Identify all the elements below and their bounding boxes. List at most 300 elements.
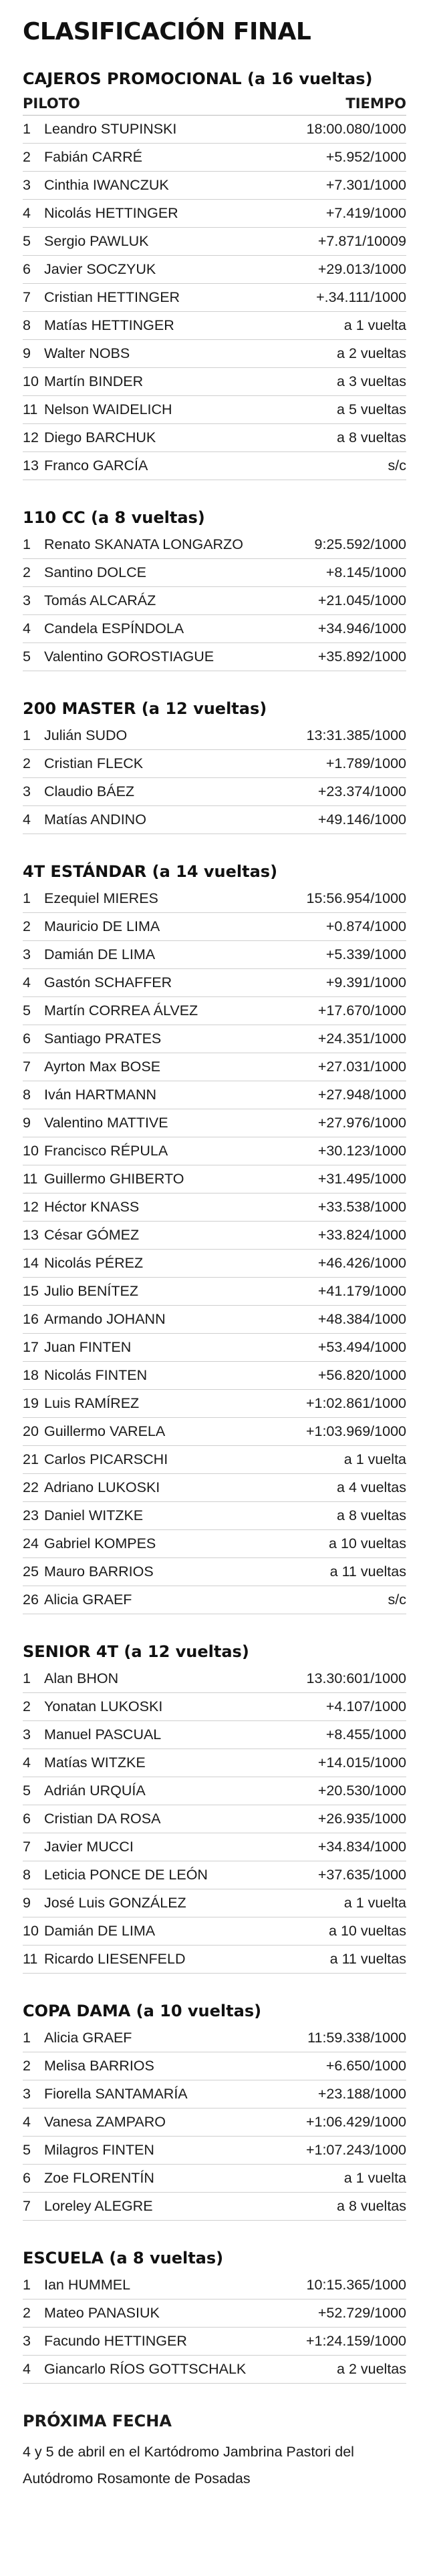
position-number: 3	[23, 2333, 31, 2349]
race-time: +9.391/1000	[325, 974, 406, 990]
race-time: +5.339/1000	[325, 946, 406, 962]
pilot-name: Ricardo LIESENFELD	[44, 1951, 186, 1967]
race-time: a 8 vueltas	[337, 1507, 406, 1523]
table-row	[23, 340, 406, 368]
table-row	[23, 2271, 406, 2299]
pilot-name: Leticia PONCE DE LEÓN	[44, 1867, 208, 1883]
table-row	[23, 1250, 406, 1278]
position-number: 9	[23, 1895, 31, 1911]
table-row	[23, 615, 406, 643]
table-row	[23, 1917, 406, 1946]
race-time: +27.976/1000	[317, 1115, 406, 1131]
position-number: 3	[23, 177, 31, 193]
table-row	[23, 643, 406, 671]
position-number: 10	[23, 1923, 39, 1939]
race-time: 13.30:601/1000	[306, 1670, 406, 1686]
race-time: +34.946/1000	[317, 620, 406, 636]
pilot-name: Armando JOHANN	[44, 1311, 166, 1327]
race-time: +0.874/1000	[325, 918, 406, 934]
position-number: 8	[23, 317, 31, 333]
pilot-name: Juan FINTEN	[44, 1339, 132, 1355]
race-time: +8.145/1000	[325, 564, 406, 580]
table-row	[23, 1530, 406, 1558]
race-time: a 8 vueltas	[337, 429, 406, 445]
pilot-name: Iván HARTMANN	[44, 1087, 157, 1103]
race-time: a 10 vueltas	[329, 1923, 406, 1939]
position-number: 1	[23, 121, 31, 137]
results-section	[23, 1640, 406, 1974]
position-number: 26	[23, 1592, 39, 1608]
race-time: +34.834/1000	[317, 1839, 406, 1855]
table-row	[23, 1081, 406, 1109]
position-number: 14	[23, 1255, 39, 1271]
pilot-name: Tomás ALCARÁZ	[44, 592, 156, 608]
pilot-name: Guillermo GHIBERTO	[44, 1171, 184, 1187]
position-number: 1	[23, 727, 31, 743]
table-row	[23, 2356, 406, 2384]
pilot-name: Julio BENÍTEZ	[44, 1283, 138, 1299]
table-row	[23, 1165, 406, 1193]
table-row	[23, 587, 406, 615]
table-row	[23, 1558, 406, 1586]
position-number: 17	[23, 1339, 39, 1355]
position-number: 7	[23, 1839, 31, 1855]
position-number: 6	[23, 1031, 31, 1047]
results-sections	[23, 67, 406, 2384]
next-date-text: 4 y 5 de abril en el Kartódromo Jambrina Pastori del Autódromo Rosamonte de Posadas	[23, 2444, 354, 2487]
position-number: 11	[23, 401, 38, 417]
position-number: 4	[23, 974, 31, 990]
race-time: +29.013/1000	[317, 261, 406, 277]
race-time: +31.495/1000	[317, 1171, 406, 1187]
table-row	[23, 256, 406, 284]
position-number: 5	[23, 1783, 31, 1799]
race-time: +52.729/1000	[317, 2305, 406, 2321]
pilot-name: Cristian HETTINGER	[44, 289, 180, 305]
pilot-name: Santiago PRATES	[44, 1031, 162, 1047]
position-number: 23	[23, 1507, 39, 1523]
table-row	[23, 1025, 406, 1053]
position-number: 1	[23, 536, 31, 552]
pilot-name: Javier MUCCI	[44, 1839, 134, 1855]
position-number: 2	[23, 149, 31, 165]
race-time: s/c	[388, 1592, 406, 1608]
table-row	[23, 559, 406, 587]
pilot-name: Alicia GRAEF	[44, 1592, 132, 1608]
position-number: 2	[23, 918, 31, 934]
table-row	[23, 172, 406, 200]
table-row	[23, 2299, 406, 2328]
race-time: +1:02.861/1000	[305, 1395, 406, 1411]
race-time: +20.530/1000	[317, 1783, 406, 1799]
position-number: 5	[23, 2142, 31, 2158]
table-row	[23, 1474, 406, 1502]
race-time: +48.384/1000	[317, 1311, 406, 1327]
race-time: a 2 vueltas	[337, 345, 406, 361]
pilot-name: Sergio PAWLUK	[44, 233, 149, 249]
table-row	[23, 2328, 406, 2356]
position-number: 11	[23, 1951, 38, 1967]
position-number: 9	[23, 345, 31, 361]
table-row	[23, 424, 406, 452]
pilot-name: Mateo PANASIUK	[44, 2305, 160, 2321]
race-time: +23.188/1000	[317, 2086, 406, 2102]
race-time: +1:07.243/1000	[305, 2142, 406, 2158]
race-time: +17.670/1000	[317, 1002, 406, 1019]
pilot-name: Héctor KNASS	[44, 1199, 140, 1215]
section-title: 4T ESTÁNDAR (a 14 vueltas)	[23, 862, 278, 881]
position-number: 2	[23, 755, 31, 771]
race-time: 13:31.385/1000	[306, 727, 406, 743]
race-time: a 4 vueltas	[337, 1479, 406, 1495]
race-time: +46.426/1000	[317, 1255, 406, 1271]
table-row	[23, 2052, 406, 2080]
race-time: a 1 vuelta	[343, 2170, 406, 2186]
race-time: +7.419/1000	[325, 205, 406, 221]
pilot-name: Vanesa ZAMPARO	[44, 2114, 166, 2130]
position-number: 8	[23, 1867, 31, 1883]
position-number: 13	[23, 1227, 39, 1243]
table-row	[23, 1362, 406, 1390]
pilot-name: Adrián URQUÍA	[44, 1783, 146, 1799]
race-time: +24.351/1000	[317, 1031, 406, 1047]
pilot-name: Julián SUDO	[44, 727, 128, 743]
table-row	[23, 1278, 406, 1306]
race-time: +27.031/1000	[317, 1059, 406, 1075]
pilot-name: Giancarlo RÍOS GOTTSCHALK	[44, 2361, 247, 2377]
table-row	[23, 396, 406, 424]
page-title: CLASIFICACIÓN FINAL	[23, 18, 311, 45]
results-section	[23, 1999, 406, 2221]
table-row	[23, 969, 406, 997]
section-title: 200 MASTER (a 12 vueltas)	[23, 699, 267, 718]
position-number: 2	[23, 2058, 31, 2074]
position-number: 3	[23, 783, 31, 799]
race-time: +35.892/1000	[317, 649, 406, 665]
race-time: 15:56.954/1000	[306, 890, 406, 906]
position-number: 21	[23, 1451, 39, 1467]
pilot-name: Diego BARCHUK	[44, 429, 156, 445]
race-time: a 2 vueltas	[337, 2361, 406, 2377]
race-time: s/c	[388, 457, 406, 474]
position-number: 3	[23, 2086, 31, 2102]
position-number: 4	[23, 1755, 31, 1771]
race-time: +37.635/1000	[317, 1867, 406, 1883]
position-number: 2	[23, 1698, 31, 1714]
position-number: 4	[23, 205, 31, 221]
position-number: 1	[23, 1670, 31, 1686]
pilot-name: Fabián CARRÉ	[44, 149, 142, 165]
pilot-column-label: PILOTO	[23, 96, 80, 112]
results-section	[23, 2246, 406, 2384]
race-time: +33.824/1000	[317, 1227, 406, 1243]
table-row	[23, 1306, 406, 1334]
results-section	[23, 860, 406, 1614]
position-number: 6	[23, 1811, 31, 1827]
position-number: 4	[23, 2361, 31, 2377]
table-row	[23, 2137, 406, 2165]
table-row	[23, 1721, 406, 1749]
pilot-name: Franco GARCÍA	[44, 457, 148, 474]
pilot-name: Manuel PASCUAL	[44, 1726, 162, 1742]
pilot-name: Alicia GRAEF	[44, 2030, 132, 2046]
table-row	[23, 144, 406, 172]
position-number: 12	[23, 429, 39, 445]
pilot-name: Alan BHON	[44, 1670, 119, 1686]
pilot-name: Matías WITZKE	[44, 1755, 146, 1771]
section-title: ESCUELA (a 8 vueltas)	[23, 2249, 224, 2267]
pilot-name: Valentino MATTIVE	[44, 1115, 168, 1131]
table-row	[23, 1053, 406, 1081]
table-row	[23, 312, 406, 340]
pilot-name: Cinthia IWANCZUK	[44, 177, 169, 193]
pilot-name: Mauro BARRIOS	[44, 1563, 154, 1580]
position-number: 11	[23, 1171, 38, 1187]
table-row	[23, 750, 406, 778]
pilot-name: Damián DE LIMA	[44, 1923, 156, 1939]
race-time: +23.374/1000	[317, 783, 406, 799]
race-time: a 1 vuelta	[343, 1451, 406, 1467]
position-number: 9	[23, 1115, 31, 1131]
position-number: 1	[23, 890, 31, 906]
pilot-name: Fiorella SANTAMARÍA	[44, 2086, 188, 2102]
race-time: a 8 vueltas	[337, 2198, 406, 2214]
pilot-name: Adriano LUKOSKI	[44, 1479, 160, 1495]
position-number: 13	[23, 457, 39, 474]
table-row	[23, 200, 406, 228]
table-row	[23, 284, 406, 312]
race-time: +30.123/1000	[317, 1143, 406, 1159]
position-number: 22	[23, 1479, 39, 1495]
pilot-name: Ian HUMMEL	[44, 2277, 131, 2293]
position-number: 3	[23, 592, 31, 608]
race-time: +41.179/1000	[317, 1283, 406, 1299]
position-number: 12	[23, 1199, 39, 1215]
race-time: +7.871/10009	[317, 233, 406, 249]
next-date-title: PRÓXIMA FECHA	[23, 2412, 172, 2430]
position-number: 10	[23, 373, 39, 389]
column-header	[23, 92, 406, 116]
race-time: a 1 vuelta	[343, 1895, 406, 1911]
position-number: 5	[23, 1002, 31, 1019]
position-number: 25	[23, 1563, 39, 1580]
table-row	[23, 1137, 406, 1165]
race-time: a 3 vueltas	[337, 373, 406, 389]
race-time: a 1 vuelta	[343, 317, 406, 333]
table-row	[23, 1833, 406, 1861]
race-time: +1.789/1000	[325, 755, 406, 771]
results-section	[23, 67, 406, 480]
pilot-name: Damián DE LIMA	[44, 946, 156, 962]
position-number: 3	[23, 946, 31, 962]
race-time: +5.952/1000	[325, 149, 406, 165]
table-row	[23, 2024, 406, 2052]
race-time: a 11 vueltas	[329, 1563, 406, 1580]
race-time: +53.494/1000	[317, 1339, 406, 1355]
pilot-name: Walter NOBS	[44, 345, 130, 361]
table-row	[23, 1502, 406, 1530]
table-row	[23, 1334, 406, 1362]
position-number: 8	[23, 1087, 31, 1103]
race-time: +56.820/1000	[317, 1367, 406, 1383]
table-row	[23, 1861, 406, 1889]
position-number: 6	[23, 261, 31, 277]
pilot-name: Matías HETTINGER	[44, 317, 174, 333]
race-time: 9:25.592/1000	[314, 536, 406, 552]
race-time: +.34.111/1000	[316, 289, 406, 305]
pilot-name: Ezequiel MIERES	[44, 890, 158, 906]
pilot-name: Carlos PICARSCHI	[44, 1451, 168, 1467]
race-time: +1:06.429/1000	[305, 2114, 406, 2130]
pilot-name: Cristian DA ROSA	[44, 1811, 161, 1827]
next-date-block	[23, 2409, 406, 2492]
race-time: a 5 vueltas	[337, 401, 406, 417]
race-time: +27.948/1000	[317, 1087, 406, 1103]
table-row	[23, 1446, 406, 1474]
pilot-name: Ayrton Max BOSE	[44, 1059, 161, 1075]
pilot-name: Loreley ALEGRE	[44, 2198, 153, 2214]
table-row	[23, 1390, 406, 1418]
results-section	[23, 697, 406, 834]
position-number: 16	[23, 1311, 39, 1327]
section-title: 110 CC (a 8 vueltas)	[23, 508, 205, 527]
position-number: 20	[23, 1423, 39, 1439]
pilot-name: Renato SKANATA LONGARZO	[44, 536, 243, 552]
pilot-name: José Luis GONZÁLEZ	[44, 1895, 186, 1911]
results-section	[23, 506, 406, 671]
position-number: 24	[23, 1535, 39, 1551]
race-time: +26.935/1000	[317, 1811, 406, 1827]
position-number: 2	[23, 2305, 31, 2321]
race-time: +6.650/1000	[325, 2058, 406, 2074]
table-row	[23, 913, 406, 941]
pilot-name: Nicolás HETTINGER	[44, 205, 178, 221]
pilot-name: Nelson WAIDELICH	[44, 401, 172, 417]
table-row	[23, 806, 406, 834]
pilot-name: Leandro STUPINSKI	[44, 121, 177, 137]
position-number: 4	[23, 620, 31, 636]
race-time: +8.455/1000	[325, 1726, 406, 1742]
table-row	[23, 722, 406, 750]
section-title: SENIOR 4T (a 12 vueltas)	[23, 1642, 249, 1661]
pilot-name: Daniel WITZKE	[44, 1507, 144, 1523]
position-number: 7	[23, 289, 31, 305]
race-time: +7.301/1000	[325, 177, 406, 193]
pilot-name: César GÓMEZ	[44, 1227, 140, 1243]
pilot-name: Gastón SCHAFFER	[44, 974, 172, 990]
race-time: 11:59.338/1000	[307, 2030, 406, 2046]
table-row	[23, 1109, 406, 1137]
section-title: CAJEROS PROMOCIONAL (a 16 vueltas)	[23, 69, 373, 88]
table-row	[23, 1586, 406, 1614]
pilot-name: Candela ESPÍNDOLA	[44, 620, 184, 636]
race-time: +14.015/1000	[317, 1755, 406, 1771]
table-row	[23, 116, 406, 144]
race-time: 10:15.365/1000	[306, 2277, 406, 2293]
position-number: 15	[23, 1283, 39, 1299]
table-row	[23, 2165, 406, 2193]
time-column-label: TIEMPO	[345, 96, 406, 112]
race-time: a 11 vueltas	[329, 1951, 406, 1967]
pilot-name: Valentino GOROSTIAGUE	[44, 649, 214, 665]
position-number: 10	[23, 1143, 39, 1159]
position-number: 6	[23, 2170, 31, 2186]
pilot-name: Facundo HETTINGER	[44, 2333, 187, 2349]
position-number: 1	[23, 2277, 31, 2293]
position-number: 2	[23, 564, 31, 580]
pilot-name: Claudio BÁEZ	[44, 783, 135, 799]
position-number: 4	[23, 2114, 31, 2130]
pilot-name: Melisa BARRIOS	[44, 2058, 154, 2074]
table-row	[23, 885, 406, 913]
race-time: +33.538/1000	[317, 1199, 406, 1215]
table-row	[23, 2193, 406, 2221]
table-row	[23, 2080, 406, 2108]
table-row	[23, 1693, 406, 1721]
position-number: 18	[23, 1367, 39, 1383]
position-number: 1	[23, 2030, 31, 2046]
position-number: 3	[23, 1726, 31, 1742]
race-time: +1:03.969/1000	[305, 1423, 406, 1439]
table-row	[23, 997, 406, 1025]
race-time: a 10 vueltas	[329, 1535, 406, 1551]
table-row	[23, 531, 406, 559]
table-row	[23, 2108, 406, 2137]
race-time: +21.045/1000	[317, 592, 406, 608]
table-row	[23, 368, 406, 396]
table-row	[23, 1805, 406, 1833]
pilot-name: Zoe FLORENTÍN	[44, 2170, 154, 2186]
position-number: 4	[23, 811, 31, 827]
table-row	[23, 1418, 406, 1446]
table-row	[23, 1946, 406, 1974]
pilot-name: Matías ANDINO	[44, 811, 146, 827]
pilot-name: Cristian FLECK	[44, 755, 144, 771]
section-title: COPA DAMA (a 10 vueltas)	[23, 2002, 262, 2020]
table-row	[23, 228, 406, 256]
pilot-name: Gabriel KOMPES	[44, 1535, 156, 1551]
position-number: 5	[23, 649, 31, 665]
pilot-name: Javier SOCZYUK	[44, 261, 156, 277]
pilot-name: Martín CORREA ÁLVEZ	[44, 1002, 198, 1019]
race-time: 18:00.080/1000	[306, 121, 406, 137]
pilot-name: Yonatan LUKOSKI	[44, 1698, 163, 1714]
pilot-name: Mauricio DE LIMA	[44, 918, 160, 934]
table-row	[23, 1889, 406, 1917]
pilot-name: Nicolás PÉREZ	[44, 1255, 144, 1271]
position-number: 5	[23, 233, 31, 249]
race-time: +49.146/1000	[317, 811, 406, 827]
position-number: 19	[23, 1395, 39, 1411]
table-row	[23, 1749, 406, 1777]
race-time: +1:24.159/1000	[305, 2333, 406, 2349]
pilot-name: Santino DOLCE	[44, 564, 146, 580]
pilot-name: Milagros FINTEN	[44, 2142, 154, 2158]
table-row	[23, 452, 406, 480]
pilot-name: Martín BINDER	[44, 373, 144, 389]
pilot-name: Francisco RÉPULA	[44, 1143, 168, 1159]
table-row	[23, 1665, 406, 1693]
pilot-name: Nicolás FINTEN	[44, 1367, 148, 1383]
table-row	[23, 941, 406, 969]
table-row	[23, 1222, 406, 1250]
table-row	[23, 778, 406, 806]
pilot-name: Luis RAMÍREZ	[44, 1395, 140, 1411]
table-row	[23, 1193, 406, 1222]
race-time: +4.107/1000	[325, 1698, 406, 1714]
position-number: 7	[23, 1059, 31, 1075]
pilot-name: Guillermo VARELA	[44, 1423, 166, 1439]
